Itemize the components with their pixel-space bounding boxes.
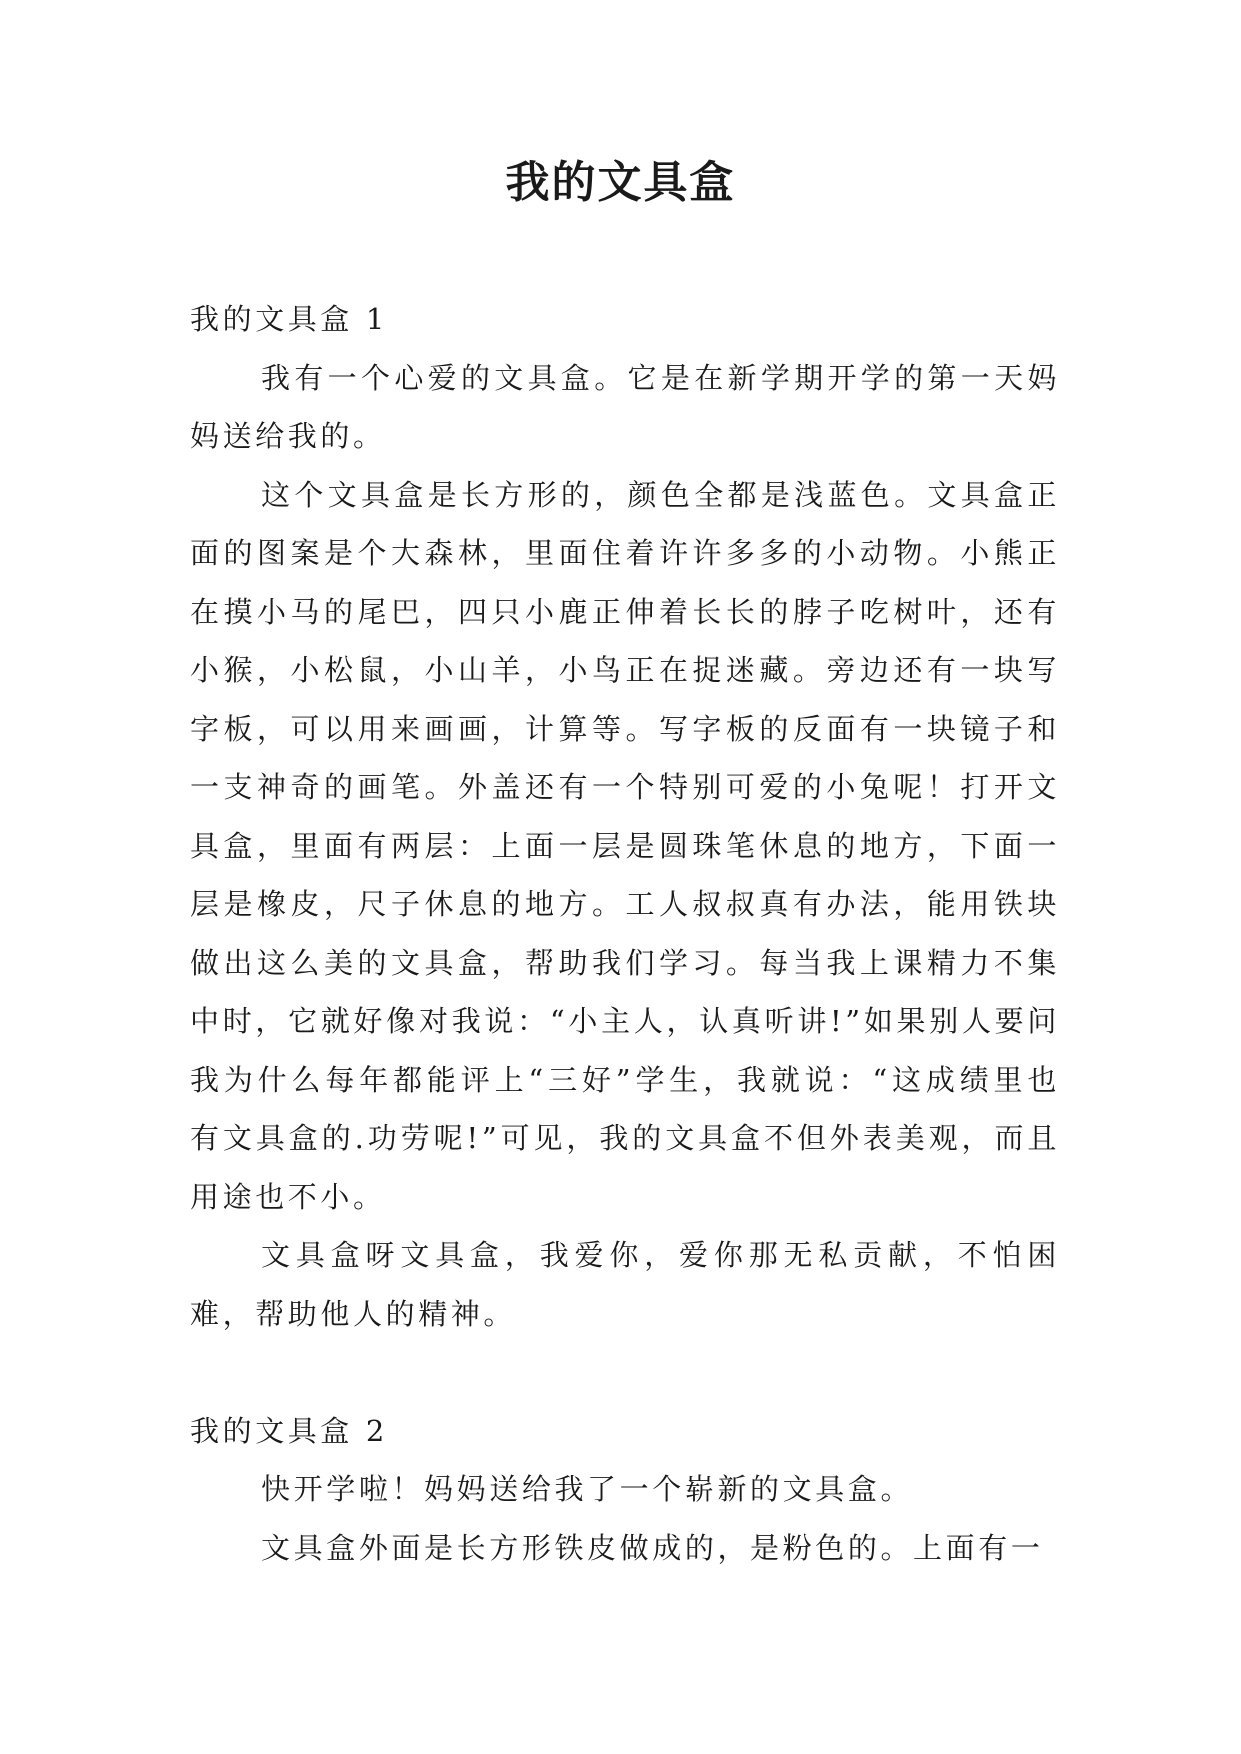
paragraph: 文具盒呀文具盒，我爱你，爱你那无私贡献，不怕困难，帮助他人的精神。: [190, 1238, 1060, 1331]
document-title: 我的文具盒: [505, 157, 736, 208]
document-body: [190, 290, 1060, 1577]
paragraph: 这个文具盒是长方形的，颜色全都是浅蓝色。文具盒正面的图案是个大森林，里面住着许许多多的小动物。小熊正在摸小马的尾巴，四只小鹿正伸着长长的脖子吃树叶，还有小猴，小松鼠，小山羊，小鸟正在捉迷藏。旁边还有一块写字板，可以用来画画，计算等。写字板的反面有一块镜子和一支神奇的画笔。外盖还有一个特别可爱的小兔呢！打开文具盒，里面有两层：上面一层是圆珠笔休息的地方，下面一层是橡皮，尺子休息的地方。工人叔叔真有办法，能用铁块做出这么美的文具盒，帮助我们学习。每当我上课精力不集中时，它就好像对我说：“小主人，认真听讲!”如果别人要问我为什么每年都能评上“三好”学生，我就说：“这成绩里也有文具盒的.功劳呢!”可见，我的文具盒不但外表美观，而且用途也不小。: [190, 477, 1060, 1214]
section-spacer: [190, 1343, 1060, 1402]
paragraph: 快开学啦！妈妈送给我了一个崭新的文具盒。: [261, 1472, 914, 1506]
essay-section-2: [190, 1402, 1060, 1578]
paragraph: 文具盒外面是长方形铁皮做成的，是粉色的。上面有一: [261, 1530, 1044, 1565]
section-heading: 我的文具盒 1: [190, 302, 388, 336]
paragraph: 我有一个心爱的文具盒。它是在新学期开学的第一天妈妈送给我的。: [190, 360, 1060, 453]
essay-section-1: [190, 290, 1060, 1343]
section-heading: 我的文具盒 2: [190, 1413, 388, 1448]
